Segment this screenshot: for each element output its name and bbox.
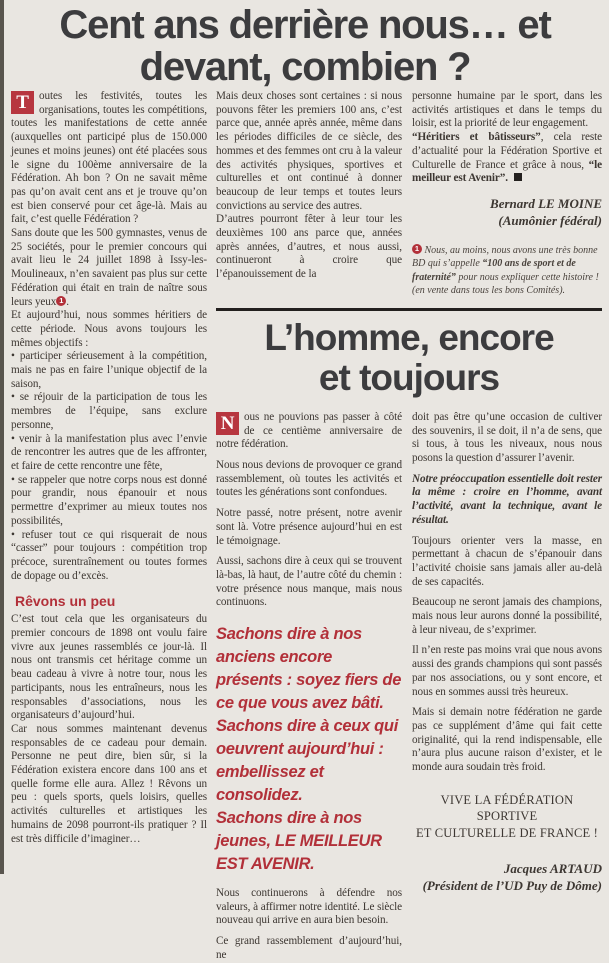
footnote-bold-title: “100 ans de sport et de fraternité” <box>412 258 576 283</box>
subheading-revons-un-peu: Rêvons un peu <box>15 593 116 610</box>
article1-headline <box>10 4 600 88</box>
red-statement: Sachons dire à ceux qui oeuvrent aujourd’hui : embellissez et consolidez. <box>216 717 398 805</box>
article1-headline-line1: Cent ans derrière nous… et <box>59 3 551 47</box>
article2-signature <box>412 860 602 894</box>
paragraph: Il n’en reste pas moins vrai que nous avons aussi des grands champions qui sont passés par nos associations, ou y sont encore, et nous en sommes aussi très heureux. <box>412 644 602 698</box>
paragraph: Et aujourd’hui, nous sommes héritiers de cette période. Nous avons toujours les mêmes objectifs : <box>11 309 207 349</box>
paragraph: Mais deux choses sont certaines : si nous pouvons fêter les premiers 100 ans, c’est parce que, année après année, même dans les périodes difficiles de ce siècle, des hommes et des femmes ont cru à la valeur des activités physiques, sportives et culturelles et ont continué à donner beaucoup de leur temps et toutes leurs convictions au service des autres. <box>216 90 402 212</box>
signature-name: Bernard LE MOINE <box>490 195 602 211</box>
paragraph <box>412 131 602 186</box>
red-statement-block <box>216 623 402 876</box>
article2-headline-line2: et toujours <box>318 356 500 398</box>
paragraph: Nous nous devions de provoquer ce grand rassemblement, où toutes les activités et toutes les générations sont confondues. <box>216 459 402 499</box>
paragraph: Ce grand rassemblement d’aujourd’hui, ne <box>216 935 402 961</box>
paragraph: D’autres pourront fêter à leur tour les deuxièmes 100 ans parce que, années après années, d’autres, et nous aussi, continueront à croire que l’épanouissement de la <box>216 213 402 281</box>
footnote <box>412 244 602 298</box>
paragraph <box>216 411 402 452</box>
paragraph-text: ous ne pouvions pas passer à côté de ce centième anniversaire de notre fédération. <box>216 410 402 451</box>
paragraph: Car nous sommes maintenant devenus responsables de ce cadeau pour demain. Personne ne peut dire, bien sûr, si la Fédération existera encore dans 100 ans et quelle forme elle aura. Allez ! Rêvons un peu : quels sports, quels loisirs, quelles activités culturelles et artistiques les humains de 2098 pourront-ils pratiquer ? Il est très difficile d’imaginer… <box>11 722 207 845</box>
footnote-text: pour nous expliquer cette histoire ! (en vente dans tous les bons Comités). <box>412 271 599 297</box>
article2-column-left <box>216 411 402 963</box>
paragraph: Beaucoup ne seront jamais des champions, mais nous leur aurons donné la possibilité, à leur niveau, de s’exprimer. <box>412 596 602 636</box>
bold-phrase: “le meilleur est Avenir” <box>412 158 602 185</box>
paragraph: Toujours orienter vers la masse, en permettant à chacun de s’épanouir dans l’activité choisie sans jamais aller au-delà de ses capacités. <box>412 534 602 588</box>
paragraph: Mais si demain notre fédération ne garde pas ce supplément d’âme qui fait cette originalité, qui la rend indispensable, elle n’aura plus aucune raison d’exister, et le monde aura soudain très froid. <box>412 706 602 774</box>
bullet-item: • se réjouir de la participation de tous les membres de l’équipe, sans exclure personne, <box>11 391 207 431</box>
red-statement: Sachons dire à nos jeunes, LE MEILLEUR EST AVENIR. <box>216 809 382 874</box>
paragraph: Nous continuerons à défendre nos valeurs, à affirmer notre identité. Le siècle nouveau qui arrive en aura bien besoin. <box>216 887 402 927</box>
paragraph-text: Sans doute que les 500 gymnastes, venus de 25 sociétés, pour le premier concours qui avait lieu le 24 juillet 1898 à Issy-les-Moulineaux, n’en savaient pas plus sur cette Fédération qui était en train de naître sous leurs yeux <box>11 227 207 308</box>
article2-columns <box>216 411 602 963</box>
footnote-text: Nous, au moins, nous avons une très bonne BD qui s’appelle <box>412 244 598 270</box>
footnote-marker-icon: 1 <box>412 244 422 254</box>
article1-headline-line2: devant, combien ? <box>139 45 471 89</box>
paragraph: C’est tout cela que les organisateurs du premier concours de 1898 ont voulu faire vivre aux jeunes rassemblés ce jour-là. Il nous ont transmis cet héritage comme un beau cadeau à vivre à notre tour, nous les participants, nous les entraîneurs, nous les responsables d’associations, nous les organisateurs d’aujourd’hui. <box>11 613 207 722</box>
paragraph <box>11 90 207 227</box>
vive-line2: ET CULTURELLE DE FRANCE ! <box>415 825 599 840</box>
section-divider-rule <box>216 308 602 311</box>
article1-column-middle <box>216 90 402 298</box>
emphasis-quote: Notre préoccupation essentielle doit rester la même : croire en l’homme, avant l’activité, avant la technique, avant le résultat. <box>412 472 602 526</box>
bold-phrase: “Héritiers et bâtisseurs” <box>412 131 541 144</box>
signature-role: (Président de l’UD Puy de Dôme) <box>422 878 602 894</box>
paragraph-text: outes les festivités, toutes les organisations, toutes les compétitions, toutes les manifestations de cette année (auxquelles ont participé plus de 150.000 jeunes et moins jeunes) ont été placées sous le signe du 100ème anniversaire de la Fédération. Ah bon ? On ne savait même pas qu’on avait cent ans et je trouve qu’on est bien conservé pour cet âge-là. Mais au fait, c’est quelle Fédération ? <box>11 90 207 226</box>
article1-column-left <box>11 90 207 846</box>
end-of-article-square-icon <box>514 173 522 181</box>
article2-column-right <box>412 411 602 963</box>
footnote-marker-icon: 1 <box>56 296 66 306</box>
dropcap-N: N <box>216 412 239 435</box>
vive-la-federation-line <box>412 792 602 842</box>
paragraph-text: , cela reste d’actualité pour la Fédération Sportive et Culturelle de France et grâce à nous, <box>412 131 602 171</box>
article2-headline <box>216 318 602 398</box>
bullet-item: • se rappeler que notre corps nous est donné pour grandir, nous épanouir et nous permettre d’exprimer au mieux toutes nos possibilités, <box>11 473 207 527</box>
bullet-item: • refuser tout ce qui risquerait de nous “casser” pour toujours : compétition trop précoce, surentraînement ou toutes formes de dopage ou d’excès. <box>11 528 207 582</box>
article2-headline-line1: L’homme, encore <box>264 316 554 358</box>
paragraph: personne humaine par le sport, dans les activités artistiques et dans le temps du loisir, est la priorité de leur engagement. <box>412 90 602 130</box>
article1-right-columns <box>216 90 602 298</box>
paragraph-text: . <box>505 172 511 185</box>
bullet-item: • venir à la manifestation plus avec l’envie de rencontrer les autres que de les affronter, et faire de cette rencontre une fête, <box>11 432 207 472</box>
bullet-item: • participer sérieusement à la compétition, mais ne pas en faire l’unique objectif de la saison, <box>11 350 207 390</box>
article1-column-right <box>412 90 602 298</box>
vive-line1: VIVE LA FÉDÉRATION SPORTIVE <box>440 792 574 824</box>
paragraph: Notre passé, notre présent, notre avenir sont là. Votre présence aujourd’hui en est le témoignage. <box>216 507 402 547</box>
paragraph: doit pas être qu’une occasion de cultiver des souvenirs, il se doit, il n’a de sens, que si tous, à tous les niveaux, nous nous posons la question d’assurer l’avenir. <box>412 410 602 465</box>
red-statement: Sachons dire à nos anciens encore présents : soyez fiers de ce que vous avez bâti. <box>216 625 402 713</box>
right-region <box>216 90 602 963</box>
paragraph: Aussi, sachons dire à ceux qui se trouvent là-bas, là haut, de l’autre côté du chemin : votre présence nous manque, mais nous continuons. <box>216 555 402 609</box>
dropcap-T: T <box>11 91 34 114</box>
paragraph-text: . <box>66 295 69 308</box>
article1-signature <box>412 195 602 229</box>
signature-name: Jacques ARTAUD <box>503 861 602 877</box>
paragraph <box>11 227 207 309</box>
page-edge-bar <box>0 0 4 874</box>
signature-role: (Aumônier fédéral) <box>498 212 602 228</box>
